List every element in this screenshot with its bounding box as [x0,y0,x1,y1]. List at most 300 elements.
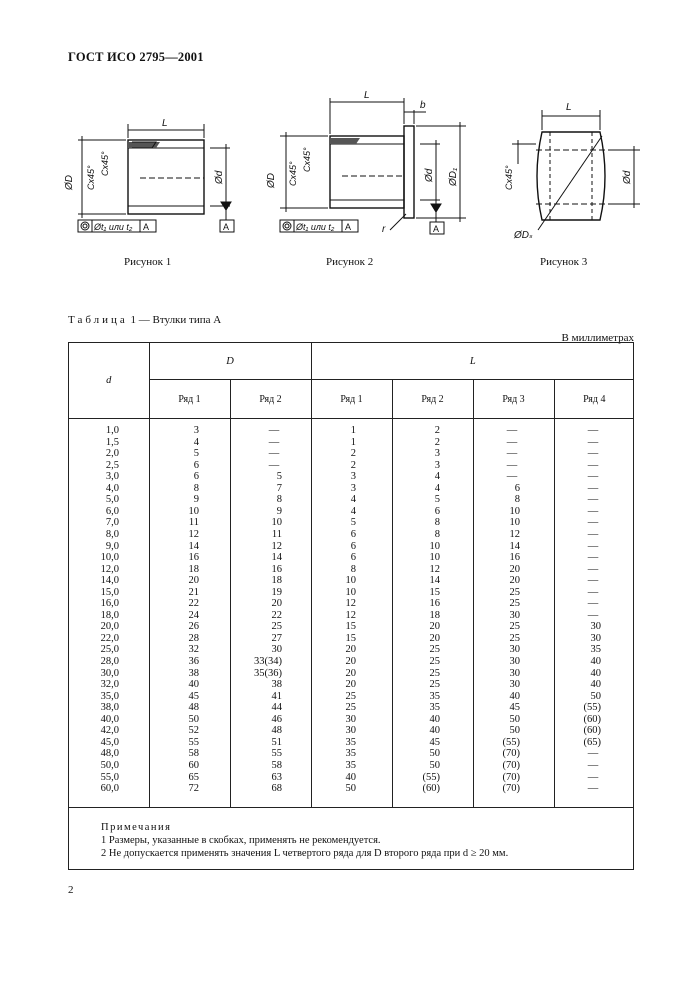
table-cell: 33(34) [254,656,282,667]
table-cell: 42,0 [100,725,119,737]
table-cell: 3,0 [105,471,119,483]
table-header [69,343,634,419]
table-cell: 5,0 [105,494,119,506]
table-row [69,564,634,575]
table-cell: 16 [509,552,520,564]
table-cell: 25 [429,679,440,691]
table-row [69,656,634,667]
table-cell: 10 [271,517,282,529]
fig2-D1-label: ØD₁ [448,167,459,186]
table-cell: 50 [509,713,520,725]
table-cell: 4 [350,505,356,517]
table-cell: 2,5 [105,459,119,471]
table-cell: 44 [271,702,282,714]
table-caption-label: Таблица [68,314,128,326]
table-cell: 8 [434,517,440,529]
table-cell: 20 [509,563,520,575]
table-cell: (70) [502,783,520,795]
table-cell: 25 [345,690,356,702]
table-cell: 12,0 [100,563,119,575]
table-cell: 15 [345,621,356,633]
fig1-L-label: L [162,118,168,129]
table-cell: — [587,448,599,460]
table-cell: 38 [188,667,199,679]
table-cell: 60,0 [100,783,119,795]
table-row [69,679,634,690]
table-cell: 25 [509,598,520,610]
table-cell: 20 [429,621,440,633]
table-cell: 8 [514,494,520,506]
table-row [69,737,634,748]
page-number: 2 [68,884,74,896]
table-cell: 45,0 [100,736,119,748]
table-cell: 55 [271,748,282,760]
table-cell: 40 [188,679,199,691]
table-cell: 40,0 [100,713,119,725]
table-cell: 52 [188,725,199,737]
table-cell: 5 [350,517,356,529]
table-cell: 10 [509,517,520,529]
table-row [69,494,634,505]
table-cell: 38,0 [100,702,119,714]
table-cell: 63 [271,771,282,783]
table-cell: 50 [590,690,601,702]
table-cell: — [587,482,599,494]
table-cell: 22 [188,598,199,610]
header-L-row4: Ряд 4 [554,380,634,419]
table-cell: 48,0 [100,748,119,760]
fig2-cx1-label: Cx45° [288,161,298,186]
table-cell: — [506,425,518,436]
table-cell: 68 [271,783,282,795]
table-cell: — [587,540,599,552]
table-row [69,748,634,759]
table-cell: 26 [188,621,199,633]
fig1-d-label: Ød [214,170,225,184]
table-cell: 3 [350,471,356,483]
table-cell: 30 [590,621,601,633]
table-cell: 58 [188,748,199,760]
table-row [69,783,634,794]
note-2: 2 Не допускается применять значения L четвертого ряда для D второго ряда при d ≥ 20 мм. [101,848,509,859]
table-cell: 1 [350,425,356,436]
table-cell: 50 [429,748,440,760]
table-cell: — [587,528,599,540]
fig2-tol-a-label: A [345,222,352,232]
table-cell: (55) [502,736,520,748]
table-cell: 38 [271,679,282,691]
table-cell: — [587,505,599,517]
table-cell: 10 [345,586,356,598]
table-cell: 25 [509,586,520,598]
table-cell: — [587,598,599,610]
table-cell: 65 [188,771,199,783]
table-cell: (70) [502,748,520,760]
table-row [69,725,634,736]
fig1-tol-a-label: A [143,222,150,232]
table-cell: 20 [345,644,356,656]
table-cell: 16 [429,598,440,610]
table-cell: 22 [271,609,282,621]
table-cell: 3 [434,448,440,460]
table-cell: 3 [193,425,199,436]
table-cell: 25 [345,702,356,714]
table-cell: — [506,459,518,471]
table-cell: (70) [502,759,520,771]
table-cell: (60) [583,725,601,737]
table-cell: 21 [188,586,199,598]
table-cell: 5 [276,471,282,483]
table-cell: 2 [434,436,440,448]
table-cell: 30,0 [100,667,119,679]
table-cell: 5 [193,448,199,460]
table-cell: — [268,436,280,448]
fig2-d-label: Ød [424,168,435,182]
table-cell: 6 [193,471,199,483]
table-cell: 5 [434,494,440,506]
table-cell: 4,0 [105,482,119,494]
figure-1-drawing [78,124,234,232]
table-cell: 14 [509,540,520,552]
table-cell: 50 [345,783,356,795]
table-caption-title: 1 — Втулки типа А [127,314,222,326]
table-cell: — [268,448,280,460]
table-row [69,621,634,632]
table-cell: 10 [429,540,440,552]
table-cell: 24 [188,609,199,621]
table-row [69,714,634,725]
table-cell: 51 [271,736,282,748]
table-cell: 55 [188,736,199,748]
table-cell: 30 [509,609,520,621]
table-cell: 8 [350,563,356,575]
table-cell: 27 [271,632,282,644]
header-L: L [311,343,634,380]
table-cell: 14 [429,575,440,587]
table-cell: 20 [271,598,282,610]
table-cell: — [587,783,599,795]
table-cell: 3 [434,459,440,471]
table-cell: — [587,609,599,621]
table-cell: 32 [188,644,199,656]
table-cell: 8 [193,482,199,494]
table-cell: — [587,517,599,529]
table-cell: 25 [509,632,520,644]
fig2-tol-label: Øt₁ или t₂ [296,222,335,232]
table-row [69,691,634,702]
fig1-cx1-label: Cx45° [86,165,96,190]
table-cell: 50 [509,725,520,737]
table-cell: 25 [509,621,520,633]
table-cell: 48 [188,702,199,714]
table-units: В миллиметрах [561,332,634,344]
table-row [69,644,634,655]
table-cell: 2 [350,448,356,460]
table-cell: — [587,748,599,760]
table-cell: 8 [276,494,282,506]
table-cell: 16 [271,563,282,575]
table-cell: 46 [271,713,282,725]
table-cell: 1,0 [105,425,119,436]
table-cell: 10,0 [100,552,119,564]
table-cell: 12 [345,609,356,621]
table-cell: 55,0 [100,771,119,783]
table-cell: 20 [188,575,199,587]
table-cell: (55) [583,702,601,714]
data-table [68,342,634,870]
table-cell: 4 [434,482,440,494]
table-row [69,668,634,679]
table-row [69,772,634,783]
figure-2-caption: Рисунок 2 [326,256,374,268]
table-cell: 1,5 [105,436,119,448]
table-row [69,460,634,471]
fig3-Ds-label: ØDₛ [514,230,533,241]
table-cell: 20 [345,656,356,667]
table-cell: — [506,471,518,483]
table-row [69,760,634,771]
table-cell: — [587,552,599,564]
table-cell: 6 [514,482,520,494]
table-cell: 7 [276,482,282,494]
table-caption [68,314,221,326]
table-cell: 22,0 [100,632,119,644]
table-cell: 30 [509,679,520,691]
note-1: 1 Размеры, указанные в скобках, применять не рекомендуется. [101,835,381,846]
table-cell: 10 [345,575,356,587]
table-cell: 35 [345,759,356,771]
fig1-cx2-label: Cx45° [100,151,110,176]
table-row [69,506,634,517]
table-cell: 40 [429,725,440,737]
table-cell: 40 [590,656,601,667]
table-cell: 50 [429,759,440,771]
table-cell: (65) [583,736,601,748]
table-cell: 6 [350,528,356,540]
table-row [69,610,634,621]
table-row [69,471,634,482]
table-cell: 18 [271,575,282,587]
fig3-cx-label: Cx45° [504,165,514,190]
table-cell: 40 [590,679,601,691]
table-cell: (70) [502,771,520,783]
table-cell: 35 [429,690,440,702]
table-cell: 40 [345,771,356,783]
fig2-D-label: ØD [266,173,277,188]
table-row [69,483,634,494]
table-cell: 15,0 [100,586,119,598]
figure-3-drawing [512,110,640,230]
table-cell: 6,0 [105,505,119,517]
table-cell: 30 [345,713,356,725]
table-cell: 20,0 [100,621,119,633]
table-cell: 60 [188,759,199,771]
table-cell: 32,0 [100,679,119,691]
table-cell: 28 [188,632,199,644]
table-cell: — [587,771,599,783]
table-cell: 11 [271,528,282,540]
table-cell: 18 [429,609,440,621]
table-cell: 20 [345,679,356,691]
table-cell: 30 [271,644,282,656]
table-cell: 45 [509,702,520,714]
table-cell: 16 [188,552,199,564]
fig3-d-label: Ød [622,170,633,184]
table-row [69,552,634,563]
table-cell: 12 [429,563,440,575]
figures-drawing [60,80,660,280]
table-cell: 10 [188,505,199,517]
table-cell: 40 [509,690,520,702]
figure-3-caption: Рисунок 3 [540,256,588,268]
table-cell: 30 [509,656,520,667]
table-cell: 16,0 [100,598,119,610]
table-cell: 14 [188,540,199,552]
table-row [69,529,634,540]
table-cell: 6 [350,540,356,552]
table-cell: 30 [509,667,520,679]
table-cell: 35 [345,748,356,760]
table-cell: 72 [188,783,199,795]
table-cell: 25 [429,644,440,656]
table-cell: — [587,459,599,471]
header-D-row1: Ряд 1 [149,380,230,419]
table-cell: — [506,448,518,460]
table-cell: 35 [590,644,601,656]
table-cell: — [587,563,599,575]
table-cell: 10 [429,552,440,564]
fig1-D-label: ØD [64,175,75,190]
table-cell: — [587,436,599,448]
table-row [69,598,634,609]
table-row [69,633,634,644]
table-cell: — [587,586,599,598]
header-D: D [149,343,311,380]
table-cell: 45 [429,736,440,748]
table-cell: 4 [350,494,356,506]
table-cell: 6 [193,459,199,471]
table-row [69,702,634,713]
table-cell: 30 [345,725,356,737]
header-d: d [69,343,149,419]
document-header: ГОСТ ИСО 2795—2001 [68,50,204,64]
table-cell: 6 [350,552,356,564]
table-cell: (60) [583,713,601,725]
table-cell: 15 [345,632,356,644]
table-cell: 25 [271,621,282,633]
table-cell: 8 [434,528,440,540]
table-cell: 35(36) [254,667,282,679]
fig2-A-label: A [433,224,440,234]
table-cell: 25 [429,667,440,679]
table-cell: 7,0 [105,517,119,529]
fig1-A-label: A [223,222,230,232]
table-row [69,437,634,448]
table-cell: — [587,425,599,436]
table-row [69,448,634,459]
table-cell: 40 [429,713,440,725]
table-cell: 2,0 [105,448,119,460]
table-cell: — [268,425,280,436]
table-cell: 2 [350,459,356,471]
table-cell: 41 [271,690,282,702]
table-cell: 25 [429,656,440,667]
table-cell: (55) [422,771,440,783]
table-cell: 8,0 [105,528,119,540]
table-cell: 12 [509,528,520,540]
table-cell: 4 [434,471,440,483]
fig2-r-label: r [382,224,386,235]
table-cell: 18 [188,563,199,575]
table-notes [69,807,634,871]
table-cell: 1 [350,436,356,448]
header-L-row1: Ряд 1 [311,380,392,419]
table-row [69,541,634,552]
table-cell: 30 [509,644,520,656]
table-cell: 48 [271,725,282,737]
table-cell: 36 [188,656,199,667]
header-D-row2: Ряд 2 [230,380,311,419]
table-cell: 45 [188,690,199,702]
table-cell: — [506,436,518,448]
fig2-b-label: b [420,100,426,111]
fig1-tol-label: Øt₁ или t₂ [94,222,133,232]
table-cell: 19 [271,586,282,598]
table-cell: — [587,575,599,587]
fig3-L-label: L [566,102,572,113]
table-cell: 20 [509,575,520,587]
table-cell: 14,0 [100,575,119,587]
table-cell: 2 [434,425,440,436]
table-cell: 35 [429,702,440,714]
table-body [69,419,634,807]
table-cell: 15 [429,586,440,598]
table-cell: — [587,759,599,771]
header-L-row2: Ряд 2 [392,380,473,419]
table-cell: 9 [193,494,199,506]
table-row [69,587,634,598]
table-cell: 35 [345,736,356,748]
table-cell: — [268,459,280,471]
table-cell: — [587,494,599,506]
table-cell: 12 [271,540,282,552]
table-cell: 6 [434,505,440,517]
table-cell: 20 [429,632,440,644]
table-cell: 18,0 [100,609,119,621]
table-cell: 10 [509,505,520,517]
table-cell: 35,0 [100,690,119,702]
table-cell: 25,0 [100,644,119,656]
table-cell: 4 [193,436,199,448]
table-cell: 30 [590,632,601,644]
fig2-cx2-label: Cx45° [302,147,312,172]
notes-title: Примечания [101,822,172,833]
table-row [69,575,634,586]
table-cell: — [587,471,599,483]
table-cell: 12 [188,528,199,540]
table-cell: 11 [188,517,199,529]
table-cell: 58 [271,759,282,771]
table-row [69,425,634,436]
fig2-L-label: L [364,90,370,101]
table-row [69,517,634,528]
table-cell: 3 [350,482,356,494]
table-cell: 40 [590,667,601,679]
table-cell: 28,0 [100,656,119,667]
table-cell: 12 [345,598,356,610]
table-cell: 50,0 [100,759,119,771]
table-cell: 20 [345,667,356,679]
